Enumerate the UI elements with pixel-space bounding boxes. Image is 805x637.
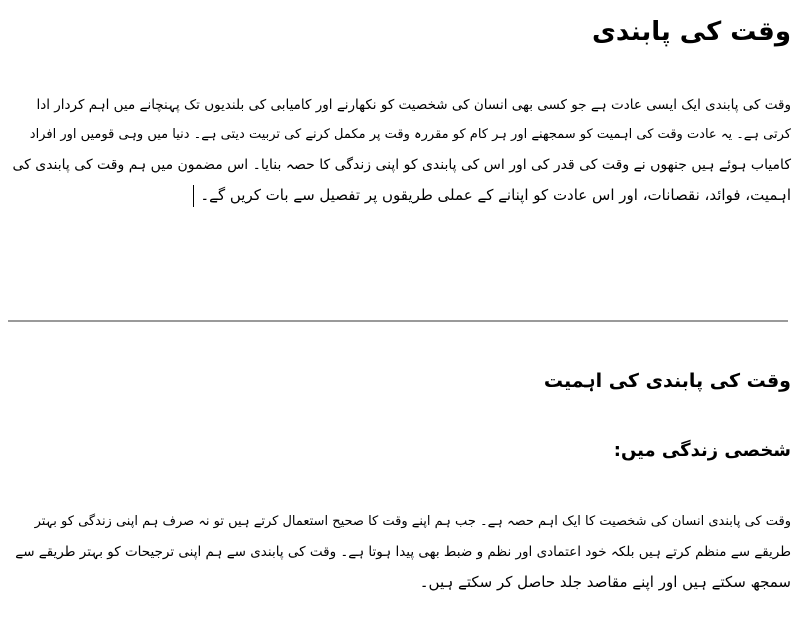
section-line-1: وقت کی پابندی انسان کی شخصیت کا ایک اہم حصہ ہے۔ جب ہم اپنے وقت کا صحیح استعمال کرتے ہیں تو نہ صرف ہم اپنی زندگی کو بہتر xyxy=(34,514,791,529)
intro-paragraph[interactable] xyxy=(11,90,791,210)
intro-line-2: کرتی ہے۔ یہ عادت وقت کی اہمیت کو سمجھنے اور ہر کام کو مقررہ وقت پر مکمل کرنے کی تربیت دیتی ہے۔ دنیا میں وہی قومیں اور افراد xyxy=(29,127,791,142)
intro-line-4: اہمیت، فوائد، نقصانات، اور اس عادت کو اپنانے کے عملی طریقوں پر تفصیل سے بات کریں گے۔ xyxy=(200,186,791,204)
section-paragraph[interactable] xyxy=(11,507,791,597)
section-heading: وقت کی پابندی کی اہمیت xyxy=(543,370,791,392)
section-line-2: طریقے سے منظم کرتے ہیں بلکہ خود اعتمادی اور نظم و ضبط بھی پیدا ہوتا ہے۔ وقت کی پابندی سے ہم اپنی ترجیحات کو بہتر طریقے سے xyxy=(15,544,791,560)
intro-line-4-wrap xyxy=(11,180,791,210)
text-cursor xyxy=(193,185,194,207)
intro-line-1: وقت کی پابندی ایک ایسی عادت ہے جو کسی بھی انسان کی شخصیت کو نکھارنے اور کامیابی کی بلندیوں تک پہنچانے میں اہم کردار ادا xyxy=(36,97,791,113)
section-subheading: شخصی زندگی میں: xyxy=(613,440,791,461)
section-divider xyxy=(8,320,788,322)
section-line-3: سمجھ سکتے ہیں اور اپنے مقاصد جلد حاصل کر سکتے ہیں۔ xyxy=(419,573,791,591)
page-title: وقت کی پابندی xyxy=(592,17,791,47)
intro-line-3: کامیاب ہوئے ہیں جنھوں نے وقت کی قدر کی اور اس کی پابندی کو اپنی زندگی کا حصہ بنایا۔ اس مضمون میں ہم وقت کی پابندی کی xyxy=(12,157,791,173)
